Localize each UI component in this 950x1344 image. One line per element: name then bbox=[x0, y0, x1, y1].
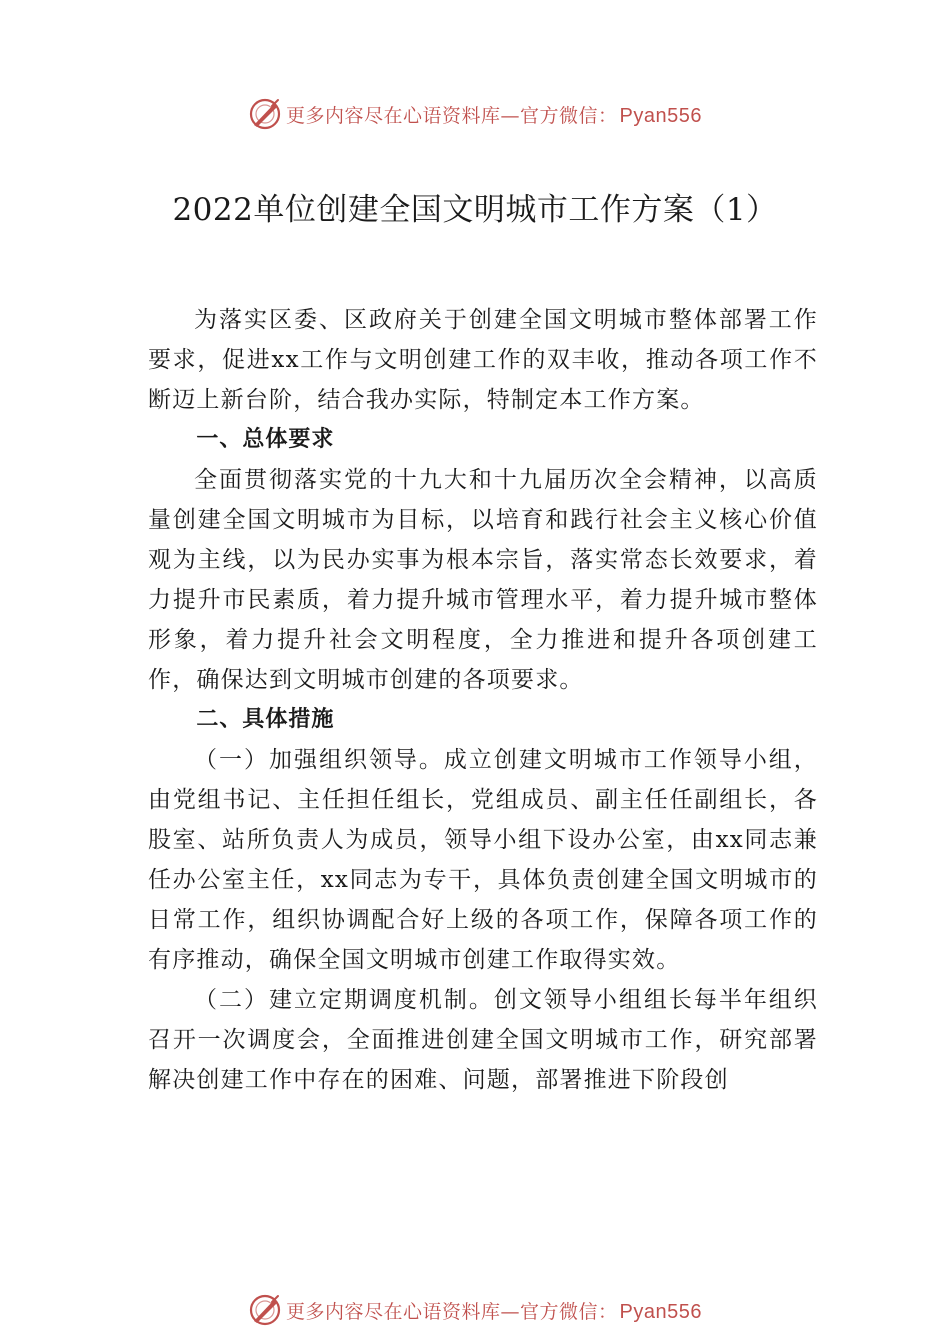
quill-circle-icon bbox=[248, 1293, 282, 1327]
measure-2-paragraph: （二）建立定期调度机制。创文领导小组组长每半年组织召开一次调度会，全面推进创建全国文明城市工作，研究部署解决创建工作中存在的困难、问题，部署推进下阶段创 bbox=[148, 987, 818, 1093]
document-body bbox=[148, 300, 818, 1100]
header-banner-text bbox=[286, 101, 702, 128]
footer-banner-text bbox=[286, 1297, 702, 1324]
footer-banner bbox=[0, 1290, 950, 1330]
section-heading-measures: 二、具体措施 bbox=[196, 707, 335, 732]
header-banner-label: 更多内容尽在心语资料库—官方微信： bbox=[286, 104, 618, 127]
overall-requirements-paragraph: 全面贯彻落实党的十九大和十九届历次全会精神，以高质量创建全国文明城市为目标，以培育和践行社会主义核心价值观为主线，以为民办实事为根本宗旨，落实常态长效要求，着力提升市民素质，着力提升城市管理水平，着力提升城市整体形象，着力提升社会文明程度，全力推进和提升各项创建工作，确保达到文明城市创建的各项要求。 bbox=[148, 467, 818, 693]
quill-circle-icon bbox=[248, 97, 282, 131]
document-title: 2022单位创建全国文明城市工作方案（1） bbox=[172, 192, 778, 228]
intro-paragraph: 为落实区委、区政府关于创建全国文明城市整体部署工作要求，促进xx工作与文明创建工作的双丰收，推动各项工作不断迈上新台阶，结合我办实际，特制定本工作方案。 bbox=[148, 307, 818, 413]
footer-banner-label: 更多内容尽在心语资料库—官方微信： bbox=[286, 1300, 618, 1323]
header-wechat-id: Pyan556 bbox=[619, 104, 702, 127]
measure-1-paragraph: （一）加强组织领导。成立创建文明城市工作领导小组，由党组书记、主任担任组长，党组成员、副主任任副组长，各股室、站所负责人为成员，领导小组下设办公室，由xx同志兼任办公室主任，xx同志为专干，具体负责创建全国文明城市的日常工作，组织协调配合好上级的各项工作，保障各项工作的有序推动，确保全国文明城市创建工作取得实效。 bbox=[148, 747, 818, 973]
footer-wechat-id: Pyan556 bbox=[619, 1300, 702, 1323]
header-banner bbox=[0, 94, 950, 134]
section-heading-overall: 一、总体要求 bbox=[196, 427, 335, 452]
